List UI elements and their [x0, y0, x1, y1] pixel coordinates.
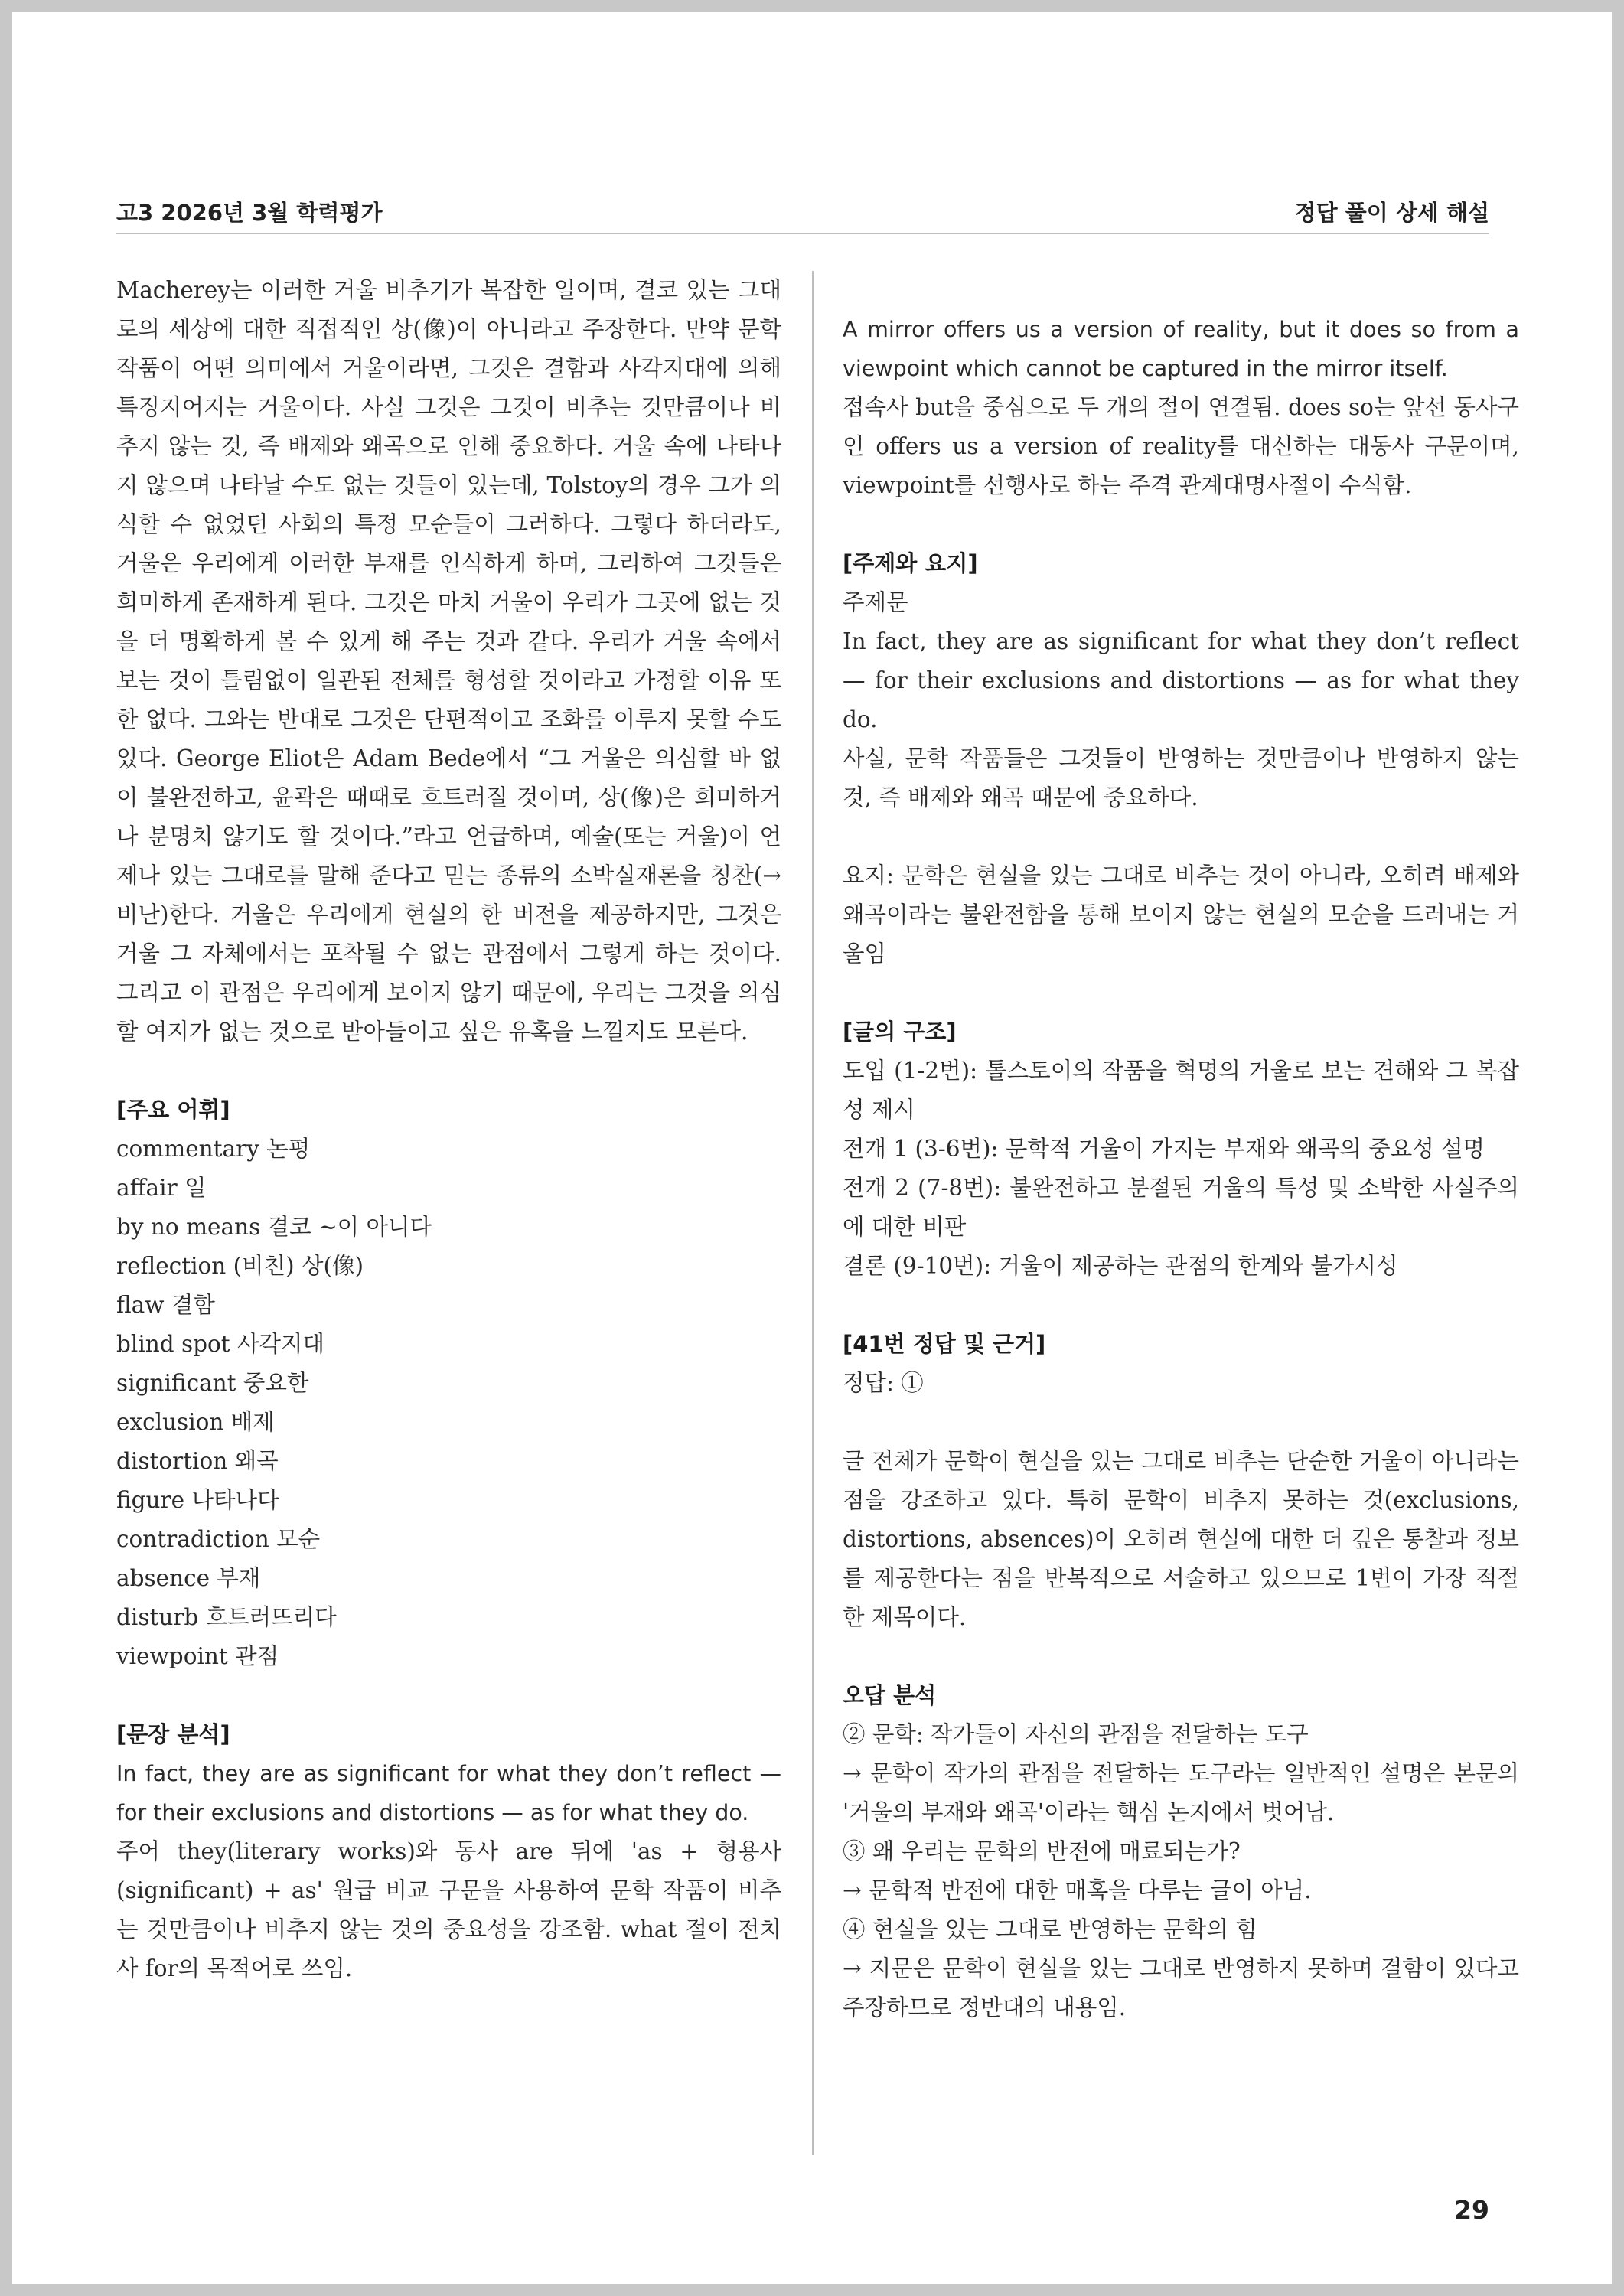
- vocab-item: contradiction 모순: [116, 1526, 321, 1552]
- topic-sentence-en: In fact, they are as significant for what they don’t reflect — for their exclusions and distortions — as for what they do.: [843, 628, 1519, 732]
- vocab-item: exclusion 배제: [116, 1409, 275, 1435]
- vocab-item: reflection (비친) 상(像): [116, 1253, 364, 1279]
- structure-item: 도입 (1-2번): 톨스토이의 작품을 혁명의 거울로 보는 견해와 그 복잡성 제시: [843, 1058, 1519, 1123]
- structure-item: 전개 2 (7-8번): 불완전하고 분절된 거울의 특성 및 소박한 사실주의에 대한 비판: [843, 1175, 1519, 1240]
- vocab-item: viewpoint 관점: [116, 1643, 279, 1669]
- passage-translation: Macherey는 이러한 거울 비추기가 복잡한 일이며, 결코 있는 그대로의 세상에 대한 직접적인 상(像)이 아니라고 주장한다. 만약 문학 작품이 어떤 의미에서 거울이라면, 그것은 결함과 사각지대에 의해 특징지어지는 거울이다. 사실 그것은 그것이 비추는 것만큼이나 비추지 않는 것, 즉 배제와 왜곡으로 인해 중요하다. 거울 속에 나타나지 않으며 나타날 수도 없는 것들이 있는데, Tolstoy의 경우 그가 의식할 수 없었던 사회의 특정 모순들이 그러하다. 그렇다 하더라도, 거울은 우리에게 이러한 부재를 인식하게 하며, 그리하여 그것들은 희미하게 존재하게 된다. 그것은 마치 거울이 우리가 그곳에 없는 것을 더 명확하게 볼 수 있게 해 주는 것과 같다. 우리가 거울 속에서 보는 것이 틀림없이 일관된 전체를 형성할 것이라고 가정할 이유 또한 없다. 그와는 반대로 그것은 단편적이고 조화를 이루지 못할 수도 있다. George Eliot은 Adam Bede에서 “그 거울은 의심할 바 없이 불완전하고, 윤곽은 때때로 흐트러질 것이며, 상(像)은 희미하거나 분명치 않기도 할 것이다.”라고 언급하며, 예술(또는 거울)이 언제나 있는 그대로를 말해 준다고 믿는 종류의 소박실재론을 칭찬(→ 비난)한다. 거울은 우리에게 현실의 한 버전을 제공하지만, 그것은 거울 그 자체에서는 포착될 수 없는 관점에서 그렇게 하는 것이다. 그리고 이 관점은 우리에게 보이지 않기 때문에, 우리는 그것을 의심할 여지가 없는 것으로 받아들이고 싶은 유혹을 느낄지도 모른다.: [116, 277, 781, 1045]
- analysis-sentence-en-2: A mirror offers us a version of reality, but it does so from a viewpoint which cannot be captured in the mirror itself.: [843, 317, 1519, 381]
- wrong-option-explanation: → 지문은 문학이 현실을 있는 그대로 반영하지 못하며 결함이 있다고 주장하므로 정반대의 내용임.: [843, 1955, 1519, 2020]
- column-divider: [812, 271, 814, 2155]
- theme-heading: [주제와 요지]: [843, 550, 978, 576]
- vocab-item: blind spot 사각지대: [116, 1331, 325, 1357]
- vocab-item: distortion 왜곡: [116, 1448, 279, 1474]
- wrong-option-explanation: → 문학이 작가의 관점을 전달하는 도구라는 일반적인 설명은 본문의 '거울의 부재와 왜곡'이라는 핵심 논지에서 벗어남.: [843, 1760, 1519, 1825]
- page-number: 29: [1454, 2195, 1489, 2225]
- analysis-sentence-en: In fact, they are as significant for what they don’t reflect — for their exclusions and distortions — as for what they do.: [116, 1761, 781, 1825]
- wrong-option: ④ 현실을 있는 그대로 반영하는 문학의 힘: [843, 1916, 1257, 1942]
- vocab-heading: [주요 어휘]: [116, 1097, 230, 1123]
- vocab-item: figure 나타나다: [116, 1487, 279, 1513]
- gist: 요지: 문학은 현실을 있는 그대로 비추는 것이 아니라, 오히려 배제와 왜곡이라는 불완전함을 통해 보이지 않는 현실의 모순을 드러내는 거울임: [843, 863, 1519, 967]
- wrong-option-explanation: → 문학적 반전에 대한 매혹을 다루는 글이 아님.: [843, 1877, 1312, 1903]
- right-column: [843, 271, 1519, 2027]
- vocab-item: by no means 결코 ~이 아니다: [116, 1214, 432, 1240]
- sentence-analysis-heading: [문장 분석]: [116, 1721, 230, 1747]
- answer-heading: [41번 정답 및 근거]: [843, 1331, 1046, 1357]
- topic-sentence-ko: 사실, 문학 작품들은 그것들이 반영하는 것만큼이나 반영하지 않는 것, 즉 배제와 왜곡 때문에 중요하다.: [843, 745, 1519, 810]
- topic-label: 주제문: [843, 589, 908, 615]
- wrong-option: ② 문학: 작가들이 자신의 관점을 전달하는 도구: [843, 1721, 1309, 1747]
- analysis-explanation: 주어 they(literary works)와 동사 are 뒤에 'as + 형용사(significant) + as' 원급 비교 구문을 사용하여 문학 작품이 비추는 것만큼이나 비추지 않는 것의 중요성을 강조함. what 절이 전치사 for의 목적어로 쓰임.: [116, 1838, 781, 1981]
- exam-title: 고3 2026년 3월 학력평가: [116, 200, 383, 226]
- structure-heading: [글의 구조]: [843, 1019, 957, 1045]
- vocab-item: disturb 흐트러뜨리다: [116, 1604, 337, 1630]
- left-column: [116, 271, 781, 1988]
- section-title: 정답 풀이 상세 해설: [1294, 200, 1489, 226]
- wrong-option: ③ 왜 우리는 문학의 반전에 매료되는가?: [843, 1838, 1241, 1864]
- structure-item: 전개 1 (3-6번): 문학적 거울이 가지는 부재와 왜곡의 중요성 설명: [843, 1136, 1485, 1162]
- answer-reason: 글 전체가 문학이 현실을 있는 그대로 비추는 단순한 거울이 아니라는 점을 강조하고 있다. 특히 문학이 비추지 못하는 것(exclusions, distortions, absences)이 오히려 현실에 대한 더 깊은 통찰과 정보를 제공한다는 점을 반복적으로 서술하고 있으므로 1번이 가장 적절한 제목이다.: [843, 1448, 1519, 1630]
- vocab-item: commentary 논평: [116, 1136, 311, 1162]
- vocab-item: absence 부재: [116, 1565, 261, 1591]
- answer: 정답: ①: [843, 1370, 924, 1396]
- vocab-item: affair 일: [116, 1175, 207, 1201]
- wrong-answer-heading: 오답 분석: [843, 1682, 937, 1708]
- structure-item: 결론 (9-10번): 거울이 제공하는 관점의 한계와 불가시성: [843, 1253, 1398, 1279]
- analysis-explanation-2: 접속사 but을 중심으로 두 개의 절이 연결됨. does so는 앞선 동사구인 offers us a version of reality를 대신하는 대동사 구문이며, viewpoint를 선행사로 하는 주격 관계대명사절이 수식함.: [843, 394, 1519, 498]
- page-header: [116, 196, 1489, 234]
- vocab-item: significant 중요한: [116, 1370, 309, 1396]
- vocab-list: [116, 1130, 781, 1676]
- vocab-item: flaw 결함: [116, 1292, 215, 1318]
- document-page: [12, 12, 1612, 2284]
